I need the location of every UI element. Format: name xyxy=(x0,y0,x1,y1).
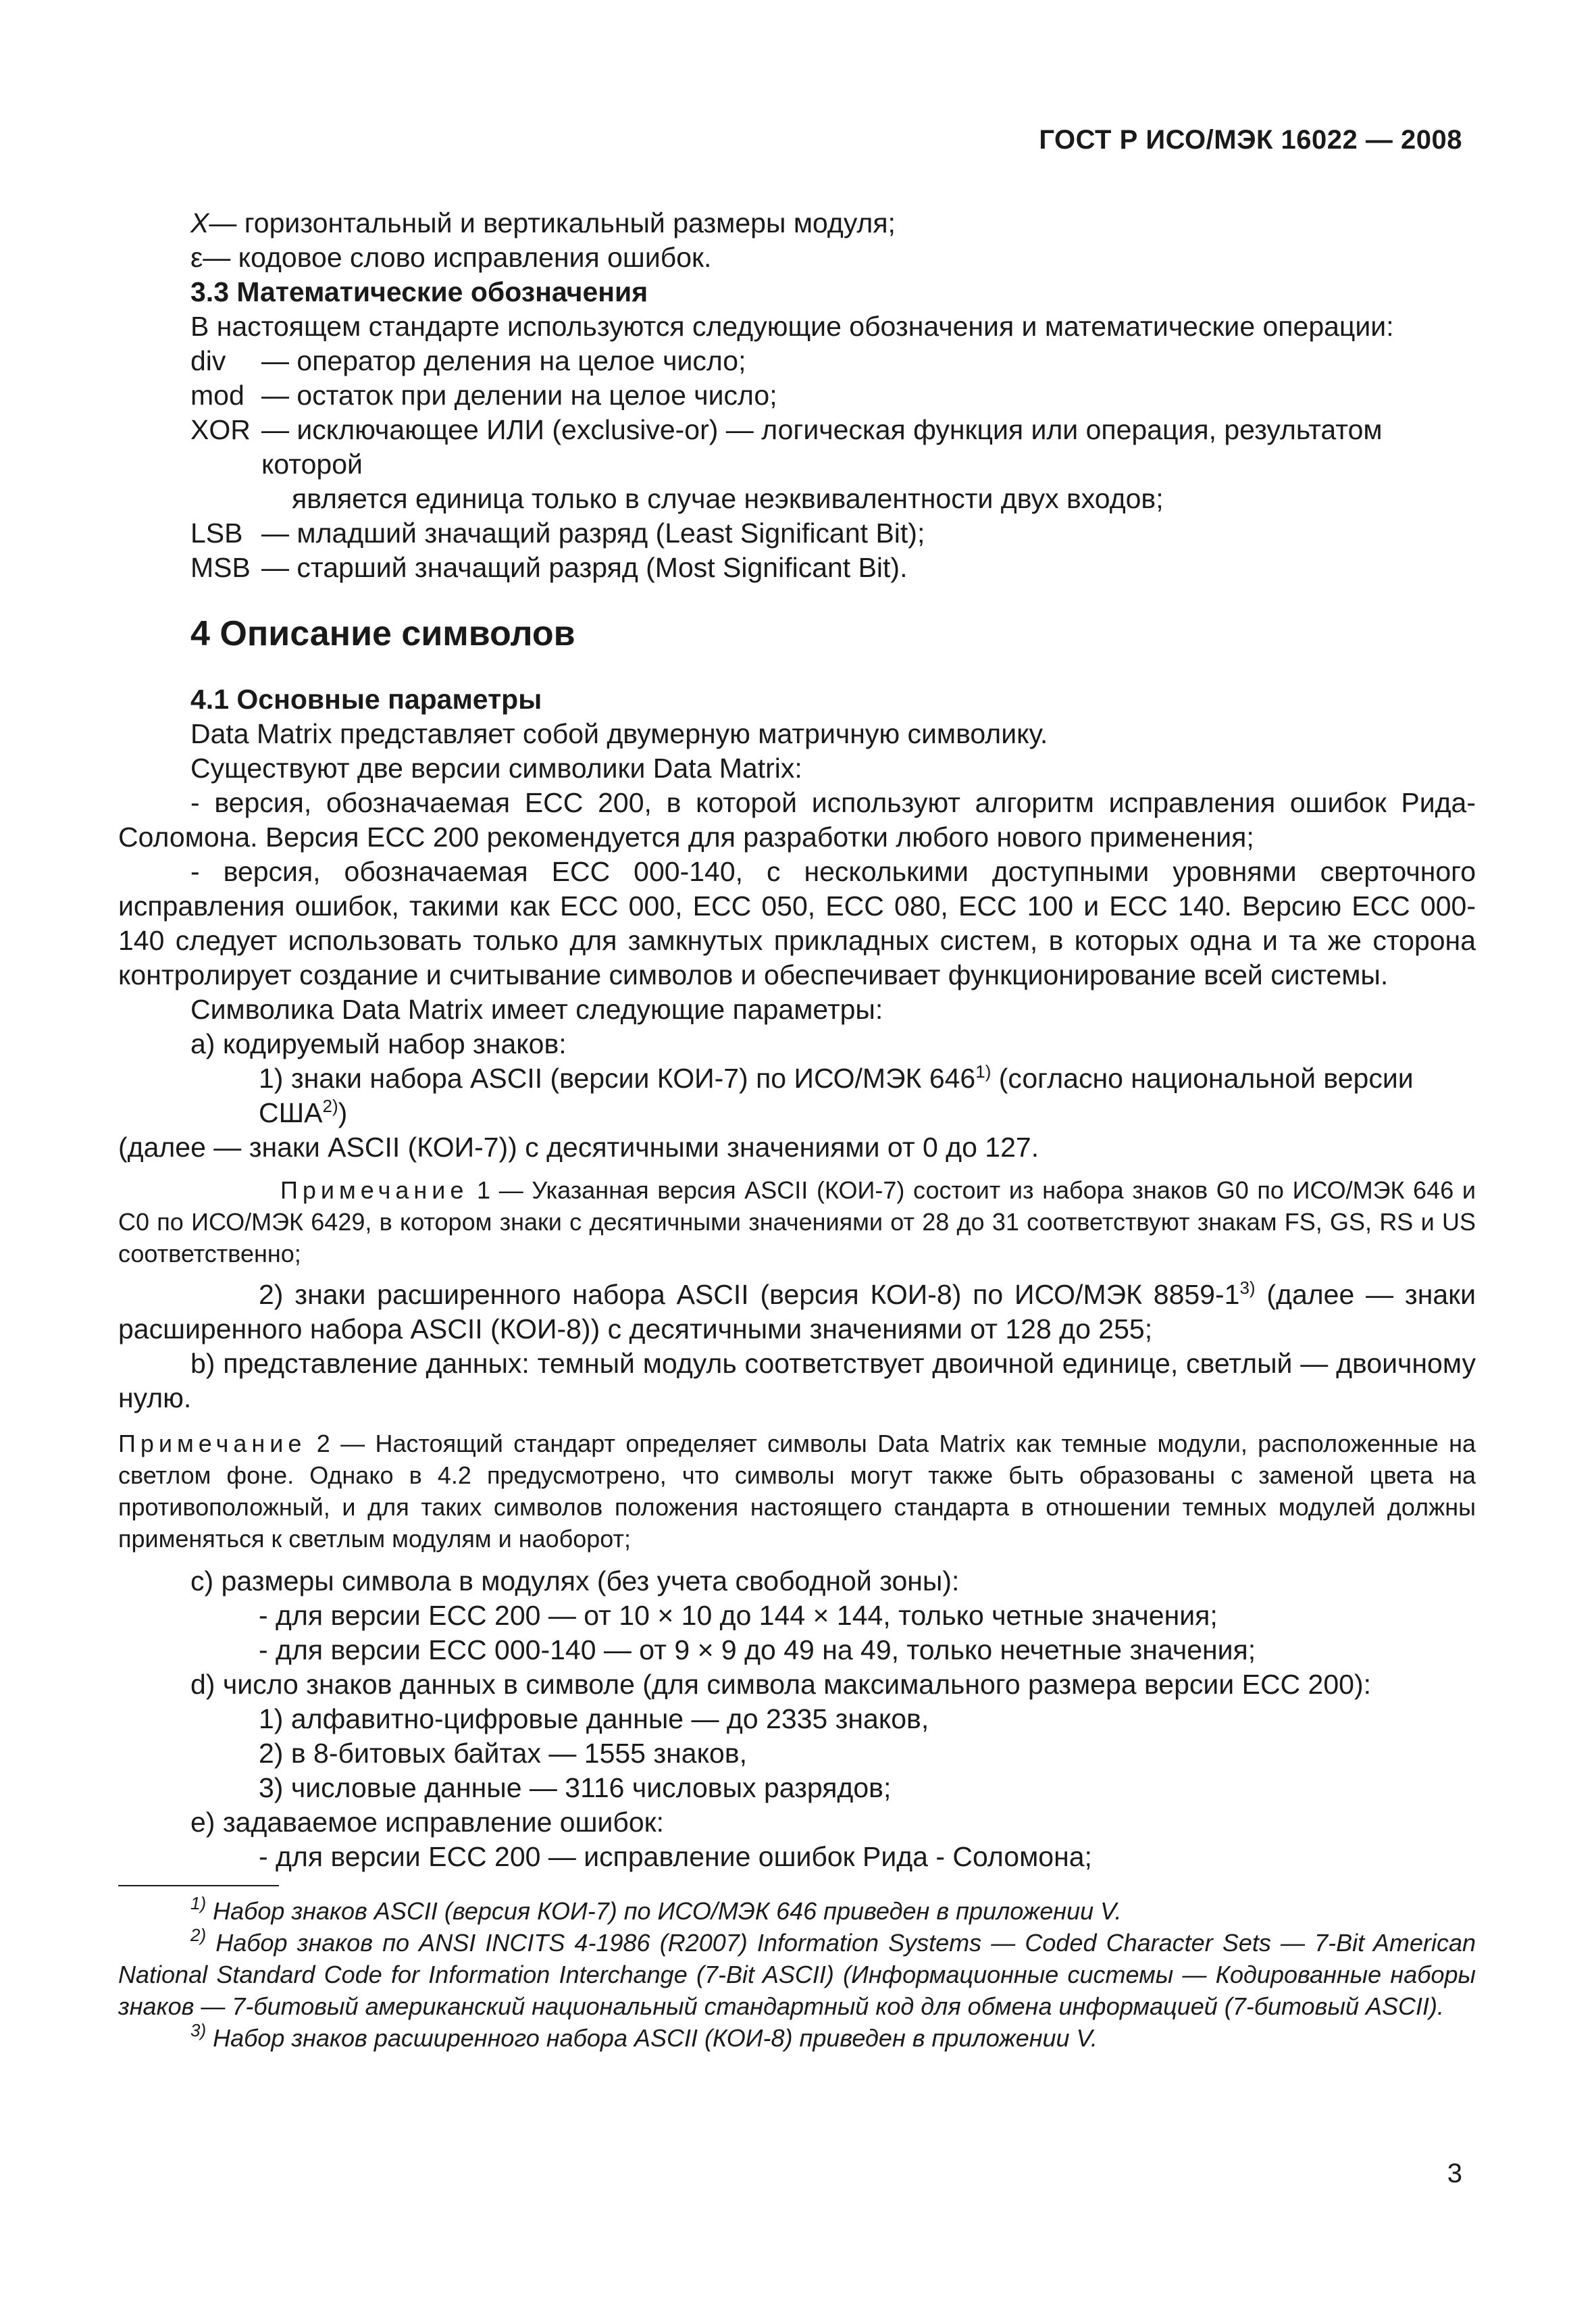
footnote-mark: 2) xyxy=(190,1925,207,1945)
list-item-d3: 3) числовые данные — 3116 числовых разрядов; xyxy=(259,1772,892,1803)
math-notation-mod xyxy=(118,378,1476,413)
list-item-c: с) размеры символа в модулях (без учета свободной зоны): xyxy=(190,1565,960,1596)
footnote-3 xyxy=(118,2022,1476,2054)
list-item-d1: 1) алфавитно-цифровые данные — до 2335 знаков, xyxy=(259,1703,929,1734)
footnote-1 xyxy=(118,1895,1476,1927)
math-notation-xor xyxy=(118,413,1476,516)
footnotes xyxy=(118,1895,1476,2054)
section-heading-3-3: 3.3 Математические обозначения xyxy=(190,276,648,307)
definition-text: — кодовое слово исправления ошибок. xyxy=(203,242,712,273)
math-notation-msb xyxy=(118,551,1476,585)
notation-term: MSB xyxy=(190,552,251,583)
page-number: 3 xyxy=(1447,2159,1462,2188)
notation-text: — оператор деления на целое число; xyxy=(261,345,746,376)
notation-text: — исключающее ИЛИ (exclusive-or) — логическая функция или операция, результатом которой xyxy=(261,414,1383,480)
footnote-ref: 3) xyxy=(1239,1278,1256,1298)
footnote-mark: 3) xyxy=(190,2020,207,2040)
list-item-a2: 2) знаки расширенного набора ASCII (версия КОИ-8) по ИСО/МЭК 8859-1$^{3)}$ (далее — знаки расширенного набора ASCII (КОИ-8)) с десятичными значениями от 128 до 255; xyxy=(118,1278,1476,1344)
note-text: 1 — Указанная версия ASCII (КОИ-7) состоит из набора знаков G0 по ИСО/МЭК 646 и С0 по ИСО/МЭК 6429, в котором знаки с десятичными значениями от 28 до 31 соответствуют знакам FS, GS, RS и US соответственно; xyxy=(118,1176,1476,1267)
document-header: ГОСТ Р ИСО/МЭК 16022 — 2008 xyxy=(1039,125,1462,155)
note-label: Примечание xyxy=(118,1430,307,1457)
page-body xyxy=(118,115,1476,1874)
definition-epsilon xyxy=(118,241,1476,275)
notation-text: — младший значащий разряд (Least Significant Bit); xyxy=(261,518,925,549)
notation-text-continuation: является единица только в случае неэквивалентности двух входов; xyxy=(292,483,1164,514)
list-item-d2: 2) в 8-битовых байтах — 1555 знаков, xyxy=(259,1738,747,1769)
list-item-a1: 1) знаки набора ASCII (версии КОИ-7) по ИСО/МЭК 646$^{1)}$ (согласно национальной версии США$^{2)}$) xyxy=(259,1061,1414,1128)
notation-text: — остаток при делении на целое число; xyxy=(261,380,777,411)
definition-text: — горизонтальный и вертикальный размеры модуля; xyxy=(209,207,896,238)
paragraph: - версия, обозначаемая ЕСС 200, в которой используют алгоритм исправления ошибок Рида-Соломона. Версия ЕСС 200 рекомендуется для разработки любого нового применения; xyxy=(118,787,1476,853)
list-item-d: d) число знаков данных в символе (для символа максимального размера версии ЕСС 200): xyxy=(190,1669,1372,1700)
footnote-separator xyxy=(118,1885,279,1886)
notation-term: div xyxy=(190,345,226,376)
footnote-text: Набор знаков по ANSI INCITS 4-1986 (R2007) Information Systems — Coded Character Sets — 7-Bit American National Standard Code for Information Interchange (7-Bit ASCII) (Информационные системы — Кодированные наборы знаков — 7-битовый американский национальный стандартный код для обмена информацией (7-битовый ASCII). xyxy=(118,1929,1476,2020)
note-label: Примечание xyxy=(280,1176,469,1204)
paragraph: Символика Data Matrix имеет следующие параметры: xyxy=(190,994,883,1025)
list-item-a1-line2: (далее — знаки ASCII (КОИ-7)) с десятичными значениями от 0 до 127. xyxy=(118,1132,1039,1163)
footnote-text: Набор знаков расширенного набора ASCII (КОИ-8) приведен в приложении V. xyxy=(206,2024,1098,2052)
paragraph: Data Matrix представляет собой двумерную матричную символику. xyxy=(190,718,1048,749)
list-item-e1: - для версии ЕСС 200 — исправление ошибок Рида - Соломона; xyxy=(259,1841,1092,1872)
section-heading-4-1: 4.1 Основные параметры xyxy=(190,684,542,715)
list-item-a: а) кодируемый набор знаков: xyxy=(190,1028,567,1059)
footnote-mark: 1) xyxy=(190,1893,207,1913)
math-notation-lsb xyxy=(118,516,1476,551)
notation-term: mod xyxy=(190,380,244,411)
footnote-2 xyxy=(118,1927,1476,2022)
section-intro: В настоящем стандарте используются следующие обозначения и математические операции: xyxy=(190,311,1394,342)
notation-text: — старший значащий разряд (Most Significant Bit). xyxy=(261,552,908,583)
list-item-c1: - для версии ЕСС 200 — от 10 × 10 до 144 × 144, только четные значения; xyxy=(259,1600,1218,1631)
note-text: 2 — Настоящий стандарт определяет символы Data Matrix как темные модули, расположенные на светлом фоне. Однако в 4.2 предусмотрено, что символы могут также быть образованы с заменой цвета на противоположный, и для таких символов положения настоящего стандарта в отношении темных модулей должны применяться к светлым модулям и наоборот; xyxy=(118,1430,1476,1553)
list-item-b: b) представление данных: темный модуль соответствует двоичной единице, светлый — двоичному нулю. xyxy=(118,1348,1476,1413)
note-2 xyxy=(118,1428,1476,1555)
section-heading-4: 4 Описание символов xyxy=(190,614,575,653)
note-1 xyxy=(118,1174,1476,1269)
notation-term: XOR xyxy=(190,414,251,445)
definition-term: ε xyxy=(190,242,203,273)
list-item-e: е) задаваемое исправление ошибок: xyxy=(190,1807,665,1838)
definition-term: X xyxy=(190,207,209,238)
list-item-c2: - для версии ЕСС 000-140 — от 9 × 9 до 49 на 49, только нечетные значения; xyxy=(259,1634,1256,1665)
footnote-text: Набор знаков ASCII (версия КОИ-7) по ИСО/МЭК 646 приведен в приложении V. xyxy=(206,1897,1122,1925)
footnote-ref: 2) xyxy=(322,1096,338,1116)
paragraph: - версия, обозначаемая ЕСС 000-140, с несколькими доступными уровнями сверточного исправления ошибок, такими как ЕСС 000, ЕСС 050, ЕСС 080, ЕСС 100 и ЕСС 140. Версию ЕСС 000-140 следует использовать только для замкнутых прикладных систем, в которых одна и та же сторона контролирует создание и считывание символов и обеспечивает функционирование всей системы. xyxy=(118,856,1476,990)
paragraph: Существуют две версии символики Data Matrix: xyxy=(190,753,802,784)
definition-x xyxy=(118,206,1476,241)
notation-term: LSB xyxy=(190,518,243,549)
footnote-ref: 1) xyxy=(975,1061,992,1082)
math-notation-div xyxy=(118,344,1476,378)
